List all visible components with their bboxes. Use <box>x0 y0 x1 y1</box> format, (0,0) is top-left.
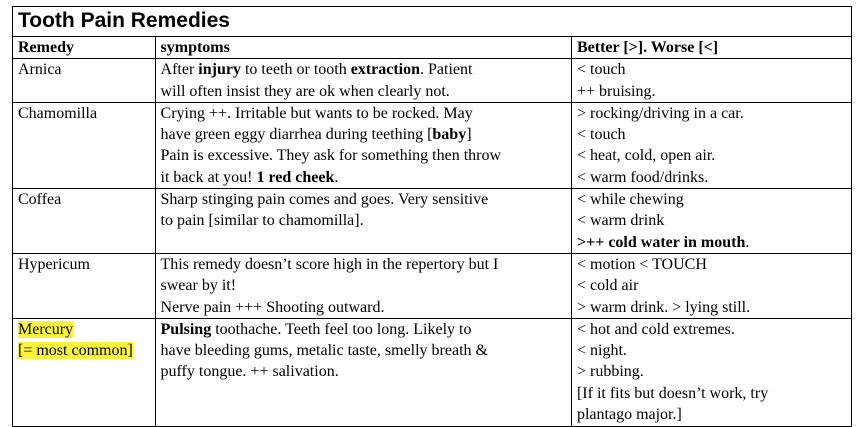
text-segment: have bleeding gums, metalic taste, smelly breath & <box>160 342 488 360</box>
text-line <box>577 210 846 231</box>
document-page <box>12 6 852 427</box>
text-line <box>577 319 846 340</box>
symptoms-cell <box>155 102 571 188</box>
remedy-name: Coffea <box>18 191 62 209</box>
bold-text: extraction <box>350 61 421 79</box>
text-line <box>161 340 566 361</box>
remedy-name: Hypericum <box>18 255 90 273</box>
text-line <box>161 319 566 340</box>
text-line <box>161 210 566 231</box>
text-line <box>577 103 846 124</box>
text-segment: Pain is excessive. They ask for something then throw <box>160 147 502 165</box>
remedy-cell <box>13 189 156 254</box>
text-segment: > rubbing. <box>576 363 644 381</box>
table-row <box>13 59 852 103</box>
remedy-rows <box>13 59 852 427</box>
text-segment: < touch <box>576 61 626 79</box>
text-segment: < motion < TOUCH <box>576 255 707 273</box>
bold-text: >++ cold water in mouth <box>576 233 746 251</box>
text-segment: . Patient <box>420 61 473 79</box>
remedy-name: Mercury <box>18 320 74 338</box>
text-segment: plantago major.] <box>576 406 682 424</box>
text-line <box>161 297 566 318</box>
header-row <box>13 37 852 59</box>
text-line <box>577 297 846 318</box>
text-line <box>577 81 846 102</box>
table-row <box>13 102 852 188</box>
text-line <box>161 59 566 80</box>
title-row <box>13 7 852 37</box>
text-segment: toothache. Teeth feel too long. Likely to <box>211 320 472 338</box>
text-line <box>577 254 846 275</box>
remedy-cell <box>13 59 156 103</box>
modalities-cell <box>571 189 851 254</box>
text-segment: it back at you! <box>160 168 257 186</box>
remedy-cell <box>13 253 156 318</box>
table-row <box>13 189 852 254</box>
header-symptoms: symptoms <box>155 37 571 59</box>
bold-text: Pulsing <box>160 320 212 338</box>
bold-text: 1 red cheek <box>256 168 335 186</box>
table-row <box>13 318 852 426</box>
remedy-cell <box>13 102 156 188</box>
bold-text: baby <box>432 126 467 144</box>
text-line <box>577 59 846 80</box>
text-line <box>577 404 846 425</box>
text-line <box>161 145 566 166</box>
text-segment: < cold air <box>576 277 639 295</box>
remedy-name: Chamomilla <box>18 104 98 122</box>
modalities-cell <box>571 59 851 103</box>
symptoms-cell <box>155 253 571 318</box>
text-segment: < while chewing <box>576 191 684 209</box>
text-line <box>577 124 846 145</box>
symptoms-cell <box>155 189 571 254</box>
text-line <box>161 167 566 188</box>
text-segment: < warm food/drinks. <box>576 168 709 186</box>
text-segment: Sharp stinging pain comes and goes. Very sensitive <box>160 191 489 209</box>
symptoms-cell <box>155 59 571 103</box>
text-segment: > warm drink. > lying still. <box>576 298 751 316</box>
text-segment: . <box>745 233 750 251</box>
text-segment: . <box>334 168 339 186</box>
modalities-cell <box>571 318 851 426</box>
table-title: Tooth Pain Remedies <box>13 7 852 37</box>
text-line <box>161 189 566 210</box>
text-segment: will often insist they are ok when clearly not. <box>160 82 450 100</box>
text-segment: < hot and cold extremes. <box>576 320 735 338</box>
text-line <box>161 254 566 275</box>
text-segment: to teeth or tooth <box>240 61 351 79</box>
text-line <box>161 81 566 102</box>
text-segment: < heat, cold, open air. <box>576 147 716 165</box>
remedy-note: [= most common] <box>18 342 133 360</box>
text-segment: This remedy doesn’t score high in the repertory but I <box>160 255 499 273</box>
text-segment: < touch <box>576 126 626 144</box>
text-line <box>577 340 846 361</box>
modalities-cell <box>571 102 851 188</box>
modalities-cell <box>571 253 851 318</box>
header-modalities: Better [>]. Worse [<] <box>571 37 851 59</box>
text-segment: ] <box>466 126 472 144</box>
remedy-name: Arnica <box>18 61 62 79</box>
text-line <box>161 361 566 382</box>
text-segment: [If it fits but doesn’t work, try <box>576 384 769 402</box>
text-segment: Crying ++. Irritable but wants to be rocked. May <box>160 104 473 122</box>
text-line <box>577 383 846 404</box>
text-segment: swear by it! <box>160 277 237 295</box>
text-segment: puffy tongue. ++ salivation. <box>160 363 339 381</box>
text-line <box>577 189 846 210</box>
remedy-cell <box>13 318 156 426</box>
text-line <box>161 124 566 145</box>
text-segment: < night. <box>576 342 627 360</box>
text-line <box>577 361 846 382</box>
text-line <box>577 167 846 188</box>
text-segment: to pain [similar to chamomilla]. <box>160 212 364 230</box>
text-line <box>161 103 566 124</box>
text-line <box>161 275 566 296</box>
text-line <box>577 232 846 253</box>
text-segment: > rocking/driving in a car. <box>576 104 744 122</box>
remedies-table <box>12 6 852 427</box>
table-row <box>13 253 852 318</box>
text-line <box>577 145 846 166</box>
text-segment: ++ bruising. <box>576 82 656 100</box>
text-segment: After <box>160 61 199 79</box>
text-line <box>577 275 846 296</box>
bold-text: injury <box>198 61 241 79</box>
text-segment: < warm drink <box>576 212 665 230</box>
symptoms-cell <box>155 318 571 426</box>
text-segment: have green eggy diarrhea during teething [ <box>160 126 433 144</box>
text-segment: Nerve pain +++ Shooting outward. <box>160 298 385 316</box>
header-remedy: Remedy <box>13 37 156 59</box>
